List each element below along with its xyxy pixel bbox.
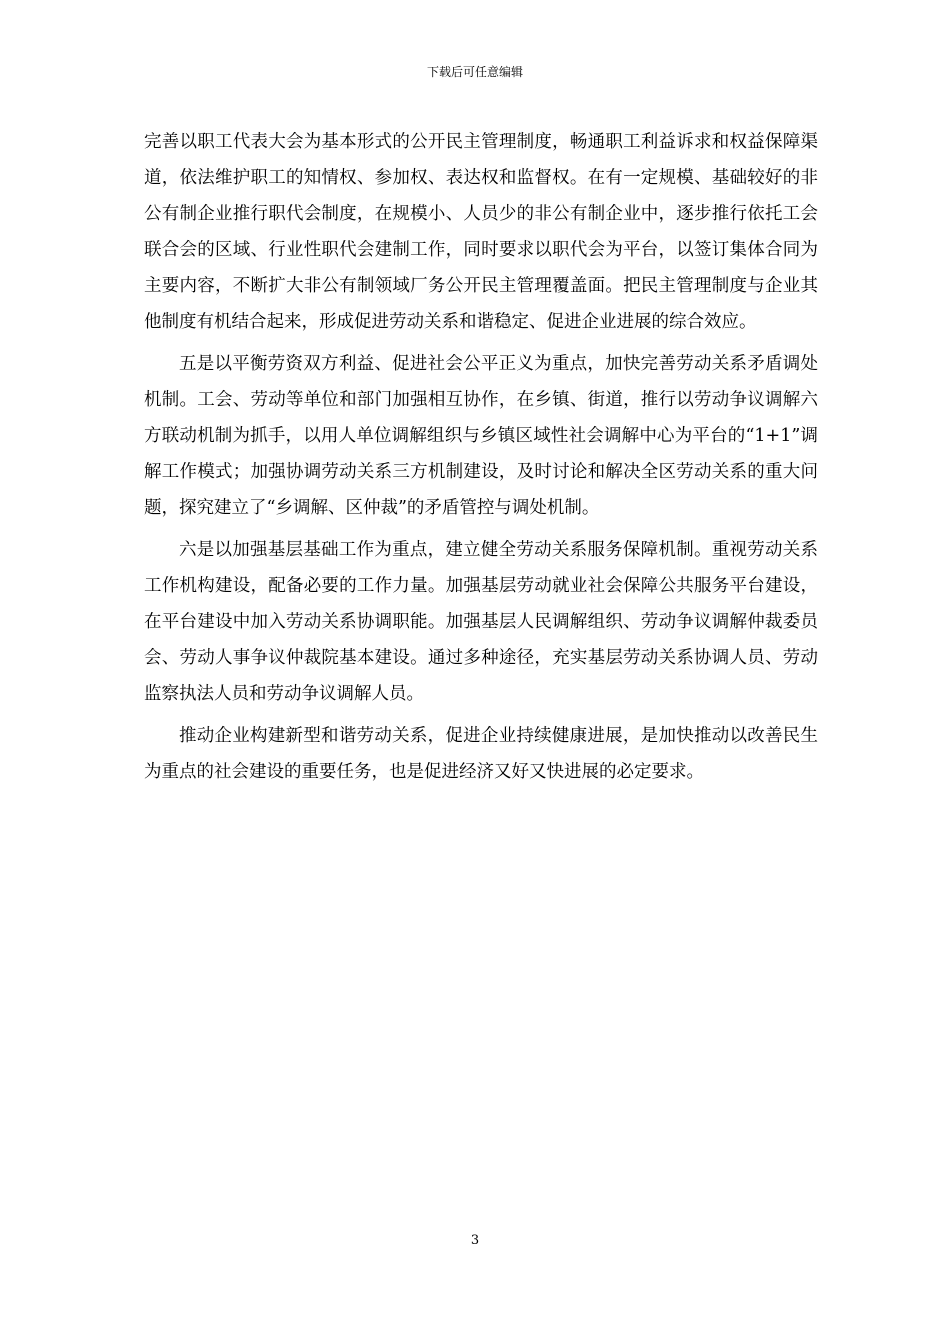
document-body [144, 124, 818, 790]
header-note: 下载后可任意编辑 [426, 65, 523, 79]
page-number: 3 [470, 1233, 480, 1248]
paragraph-item-six: 六是以加强基层基础工作为重点，建立健全劳动关系服务保障机制。重视劳动关系工作机构建设，配备必要的工作力量。加强基层劳动就业社会保障公共服务平台建设，在平台建设中加入劳动关系协调职能。加强基层人民调解组织、劳动争议调解仲裁委员会、劳动人事争议仲裁院基本建设。通过多种途径，充实基层劳动关系协调人员、劳动监察执法人员和劳动争议调解人员。 [144, 540, 818, 704]
paragraph-item-five: 五是以平衡劳资双方利益、促进社会公平正义为重点，加快完善劳动关系矛盾调处机制。工会、劳动等单位和部门加强相互协作，在乡镇、街道，推行以劳动争议调解六方联动机制为抓手，以用人单位调解组织与乡镇区域性社会调解中心为平台的“1+1”调解工作模式；加强协调劳动关系三方机制建设，及时讨论和解决全区劳动关系的重大问题，探究建立了“乡调解、区仲裁”的矛盾管控与调处机制。 [144, 354, 818, 518]
paragraph-conclusion: 推动企业构建新型和谐劳动关系，促进企业持续健康进展，是加快推动以改善民生为重点的社会建设的重要任务，也是促进经济又好又快进展的必定要求。 [144, 726, 818, 782]
paragraph-continued: 完善以职工代表大会为基本形式的公开民主管理制度，畅通职工利益诉求和权益保障渠道，依法维护职工的知情权、参加权、表达权和监督权。在有一定规模、基础较好的非公有制企业推行职代会制度，在规模小、人员少的非公有制企业中，逐步推行依托工会联合会的区域、行业性职代会建制工作，同时要求以职代会为平台，以签订集体合同为主要内容，不断扩大非公有制领域厂务公开民主管理覆盖面。把民主管理制度与企业其他制度有机结合起来，形成促进劳动关系和谐稳定、促进企业进展的综合效应。 [144, 132, 818, 332]
